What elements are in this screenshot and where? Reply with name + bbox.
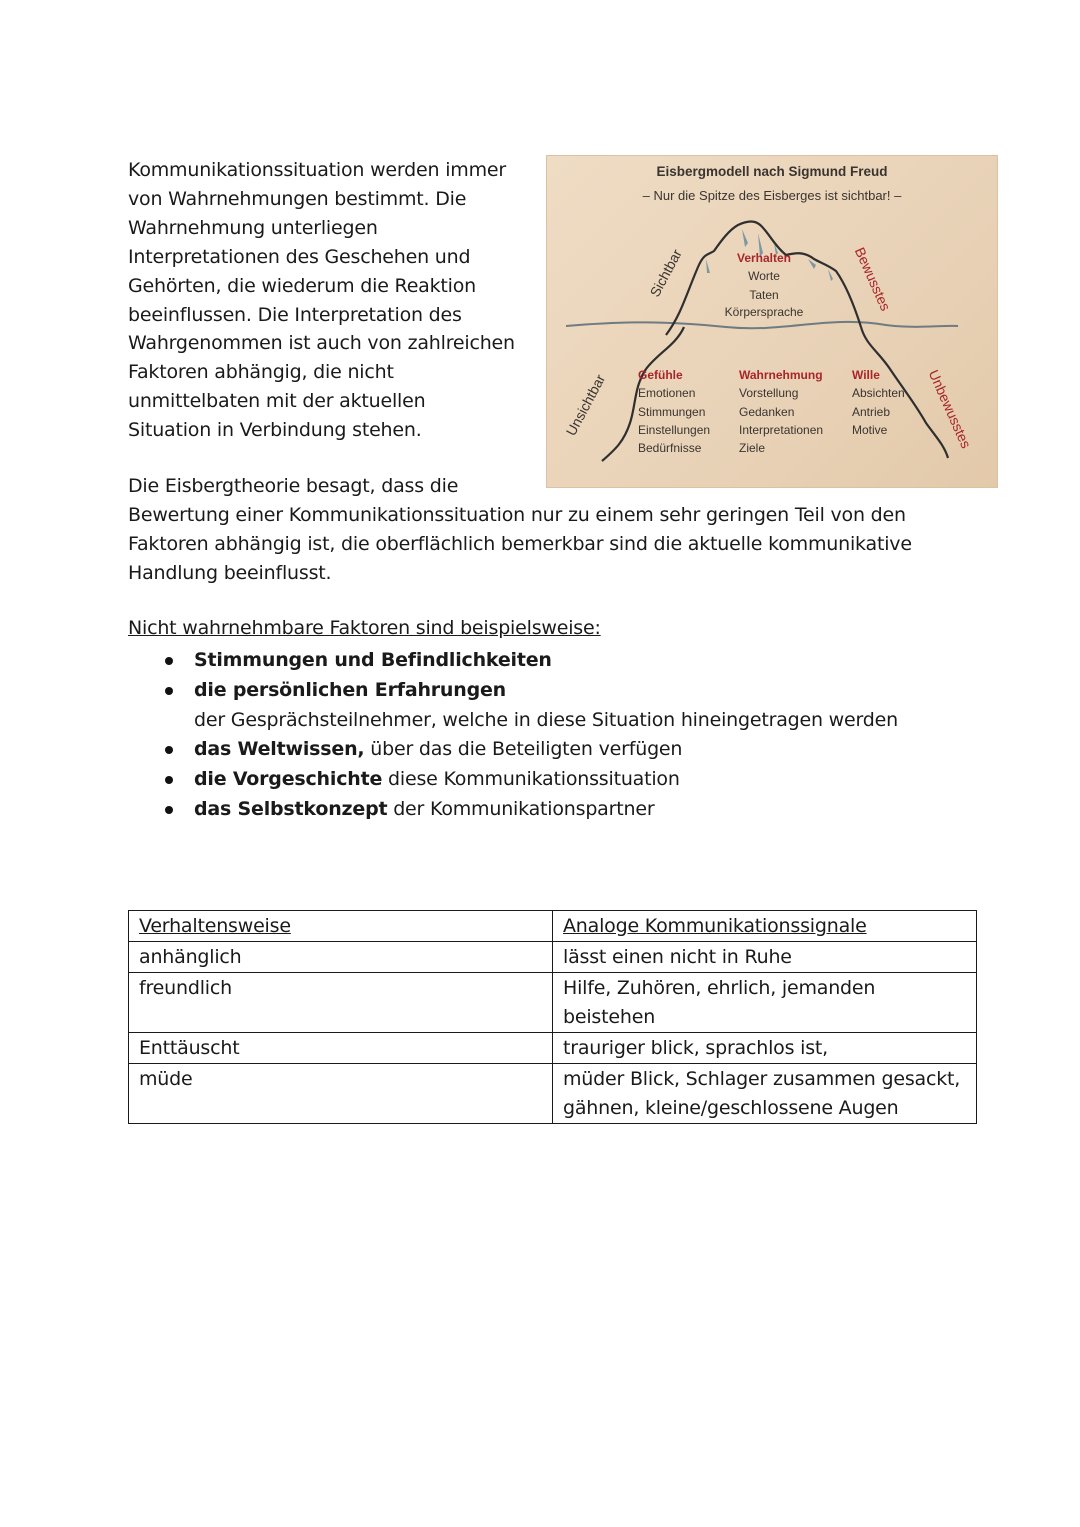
factor-rest: diese Kommunikationssituation <box>382 768 680 791</box>
intro-line: Gehörten, die wiederum die Reaktion <box>128 274 477 297</box>
table-row <box>129 1064 977 1124</box>
column-item: Bedürfnisse <box>638 441 702 456</box>
invisible-label: Unsichtbar <box>562 371 609 439</box>
column-item: Einstellungen <box>638 422 711 437</box>
cell-line: müder Blick, Schlager zusammen gesackt, <box>563 1068 961 1090</box>
column-item: Ziele <box>739 441 766 456</box>
header-signals: Analoge Kommunikationssignale <box>553 911 977 942</box>
intro-line: unmittelbaten mit der aktuellen <box>128 390 426 413</box>
cell-behavior: Enttäuscht <box>129 1033 553 1064</box>
theory-line: Handlung beeinflusst. <box>128 561 332 584</box>
bullet-icon <box>165 746 173 754</box>
iceberg-tip-column <box>720 249 808 304</box>
theory-line: Die Eisbergtheorie besagt, dass die <box>128 475 459 497</box>
column-item: Vorstellung <box>739 386 799 401</box>
unconscious-label: Unbewusstes <box>925 367 975 451</box>
cell-behavior: anhänglich <box>129 942 553 973</box>
cell-line: trauriger blick, sprachlos ist, <box>563 1037 828 1059</box>
factor-item <box>128 646 898 676</box>
tip-item: Körpersprache <box>724 305 804 319</box>
table-row <box>129 973 977 1033</box>
intro-line: Wahrnehmung unterliegen <box>128 216 378 239</box>
cell-line: beistehen <box>563 1006 656 1028</box>
bullet-icon <box>165 776 173 784</box>
signals-table <box>128 910 977 1124</box>
factors-heading: Nicht wahrnehmbare Faktoren sind beispielsweise: <box>128 617 601 639</box>
table-header-row <box>129 911 977 942</box>
column-item: Stimmungen <box>638 404 706 419</box>
factors-list <box>128 646 898 825</box>
cell-signals <box>553 942 977 973</box>
cell-behavior: freundlich <box>129 973 553 1033</box>
intro-paragraph <box>128 156 538 445</box>
column-perception <box>739 366 823 457</box>
column-heading: Gefühle <box>638 368 683 382</box>
theory-paragraph <box>128 472 958 588</box>
tip-item: Worte <box>748 269 780 284</box>
bullet-icon <box>165 806 173 814</box>
column-will <box>852 366 905 439</box>
factor-bold: Stimmungen und Befindlichkeiten <box>194 649 552 671</box>
bullet-icon <box>165 657 173 665</box>
intro-line: beeinflussen. Die Interpretation des <box>128 303 462 326</box>
cell-line: Hilfe, Zuhören, ehrlich, jemanden <box>563 977 876 999</box>
figure-subtitle: – Nur die Spitze des Eisberges ist sichtbar! – <box>642 188 902 203</box>
intro-line: Faktoren abhängig, die nicht <box>128 361 394 384</box>
intro-line: Situation in Verbindung stehen. <box>128 419 422 442</box>
factor-bold: das Selbstkonzept <box>194 797 388 820</box>
cell-signals <box>553 1064 977 1124</box>
intro-line: von Wahrnehmungen bestimmt. Die <box>128 187 467 210</box>
cell-behavior: müde <box>129 1064 553 1124</box>
intro-line: Interpretationen des Geschehen und <box>128 245 471 268</box>
column-item: Interpretationen <box>739 422 824 437</box>
iceberg-model-figure <box>546 155 998 488</box>
factor-item <box>128 676 898 736</box>
column-item: Gedanken <box>739 404 795 419</box>
factor-bold: das Weltwissen, <box>194 738 365 761</box>
tip-heading: Verhalten <box>736 251 792 265</box>
column-item: Motive <box>852 422 888 437</box>
table-row <box>129 942 977 973</box>
theory-line: Faktoren abhängig ist, die oberflächlich bemerkbar sind die aktuelle kommunikative <box>128 532 912 555</box>
cell-signals <box>553 973 977 1033</box>
bullet-icon <box>165 687 173 695</box>
cell-line: gähnen, kleine/geschlossene Augen <box>563 1097 899 1119</box>
column-item: Antrieb <box>852 404 891 419</box>
column-feelings <box>638 366 710 457</box>
factor-rest: über das die Beteiligten verfügen <box>364 738 683 761</box>
factor-rest: der Kommunikationspartner <box>387 797 655 820</box>
column-heading: Wille <box>852 368 880 382</box>
figure-title: Eisbergmodell nach Sigmund Freud <box>656 164 888 179</box>
factor-bold: die persönlichen Erfahrungen <box>194 678 507 701</box>
tip-item: Taten <box>749 287 779 302</box>
tip-item-bodylanguage-wrap <box>706 303 822 321</box>
table-row <box>129 1033 977 1064</box>
column-heading: Wahrnehmung <box>739 368 823 382</box>
cell-line: lässt einen nicht in Ruhe <box>563 946 792 968</box>
visible-label: Sichtbar <box>646 246 685 300</box>
factor-item <box>128 765 898 795</box>
column-item: Emotionen <box>638 386 696 401</box>
cell-signals <box>553 1033 977 1064</box>
intro-line: Wahrgenommen ist auch von zahlreichen <box>128 332 515 355</box>
theory-line: Bewertung einer Kommunikationssituation nur zu einem sehr geringen Teil von den <box>128 503 906 526</box>
factor-item <box>128 735 898 765</box>
column-item: Absichten <box>852 386 905 401</box>
intro-line: Kommunikationssituation werden immer <box>128 159 507 181</box>
factor-bold: die Vorgeschichte <box>194 768 383 791</box>
factor-continuation: der Gesprächsteilnehmer, welche in diese Situation hineingetragen werden <box>194 708 898 731</box>
header-behavior: Verhaltensweise <box>129 911 553 942</box>
conscious-label: Bewusstes <box>851 244 894 314</box>
factor-item <box>128 795 898 825</box>
